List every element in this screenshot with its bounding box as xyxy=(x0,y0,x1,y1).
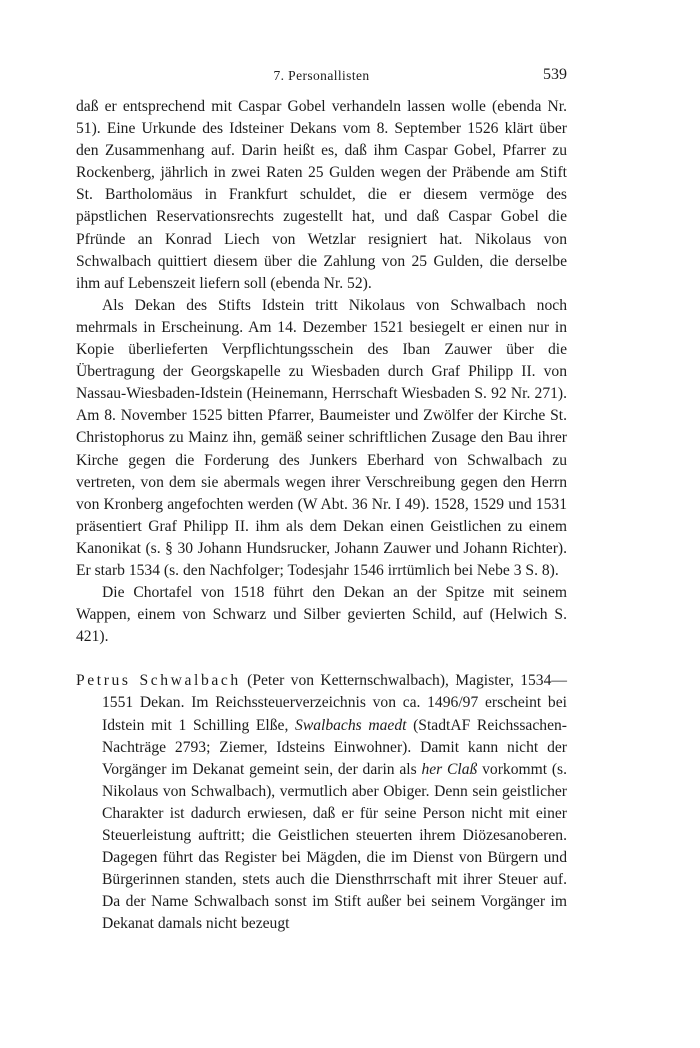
entry-text-b: (StadtAF Reichssachen-Nachträge 2793; Ziemer, Idsteins Einwohner). Damit kann nicht der Vorgänger im Dekanat gemeint sein, der darin als xyxy=(102,716,567,778)
body-text xyxy=(76,96,567,935)
paragraph-dekan-activities: Als Dekan des Stifts Idstein tritt Nikolaus von Schwalbach noch mehrmals in Erscheinung. Am 14. Dezember 1521 besiegelt er einen nur in Kopie überlieferten Verpflichtungsschein des Iban Zauwer über die Übertragung der Georgskapelle zu Wiesbaden durch Graf Philipp II. von Nassau-Wiesbaden-Idstein (Heinemann, Herrschaft Wiesbaden S. 92 Nr. 271). Am 8. November 1525 bitten Pfarrer, Baumeister und Zwölfer der Kirche St. Christophorus zu Mainz ihn, gemäß seiner schriftlichen Zusage den Bau ihrer Kirche gegen die Forderung des Junkers Eberhard von Schwalbach zu vertreten, von dem sie abermals wegen ihrer Verschreibung gegen den Herrn von Kronberg angefochten werden (W Abt. 36 Nr. I 49). 1528, 1529 und 1531 präsentiert Graf Philipp II. ihm als dem Dekan einen Geistlichen zu einem Kanonikat (s. § 30 Johann Hundsrucker, Johann Zauwer und Johann Richter). Er starb 1534 (s. den Nachfolger; Todesjahr 1546 irrtümlich bei Nebe 3 S. 8). xyxy=(76,296,567,579)
entry-text-a: (Peter von Ketternschwalbach), Magister, 1534—1551 Dekan. Im Reichssteuerverzeichnis von ca. 1496/97 erscheint bei Idstein mit 1 Schilling Elße, xyxy=(102,672,567,734)
page-number: 539 xyxy=(543,66,567,83)
running-title: 7. Personallisten xyxy=(273,68,370,83)
entry-text-c: vorkommt (s. Nikolaus von Schwalbach), vermutlich aber Obiger. Denn sein geistlicher Charakter ist dadurch erwiesen, daß er für seine Person nicht mit einer Steuerleistung auftritt; die Geistlichen steuerten ihrem Diözesanoberen. Dagegen führt das Register bei Mägden, die im Dienst von Bürgern und Bürgerinnen standen, stets auch die Diensthrrschaft mit ihrer Steuer auf. Da der Name Schwalbach sonst im Stift außer bei seinem Vorgänger im Dekanat damals nicht bezeugt xyxy=(102,760,568,933)
entry-name: Petrus Schwalbach xyxy=(76,672,241,690)
entry-italic-b: her Claß xyxy=(421,760,478,778)
entry-italic-a: Swalbachs maedt xyxy=(295,716,407,734)
paragraph-chortafel: Die Chortafel von 1518 führt den Dekan an der Spitze mit seinem Wappen, einem von Schwarz und Silber gevierten Schild, auf (Helwich S. 421). xyxy=(76,584,567,646)
paragraph-continuation: daß er entsprechend mit Caspar Gobel verhandeln lassen wolle (ebenda Nr. 51). Eine Urkunde des Idsteiner Dekans vom 8. September 1526 klärt über den Zusammenhang auf. Darin heißt es, daß ihm Caspar Gobel, Pfarrer zu Rockenberg, jährlich in zwei Raten 25 Gulden wegen der Präbende am Stift St. Bartholomäus in Frankfurt schuldet, die er diesem vermöge des päpstlichen Reservationsrechts zugestellt hat, und daß Caspar Gobel die Pfründe an Konrad Liech von Wetzlar resigniert hat. Nikolaus von Schwalbach quittiert diesem über die Zahlung von 25 Gulden, die derselbe ihm auf Lebenszeit liefern soll (ebenda Nr. 52). xyxy=(76,98,567,292)
entry-petrus-schwalbach xyxy=(76,670,567,935)
page-header xyxy=(76,66,567,86)
